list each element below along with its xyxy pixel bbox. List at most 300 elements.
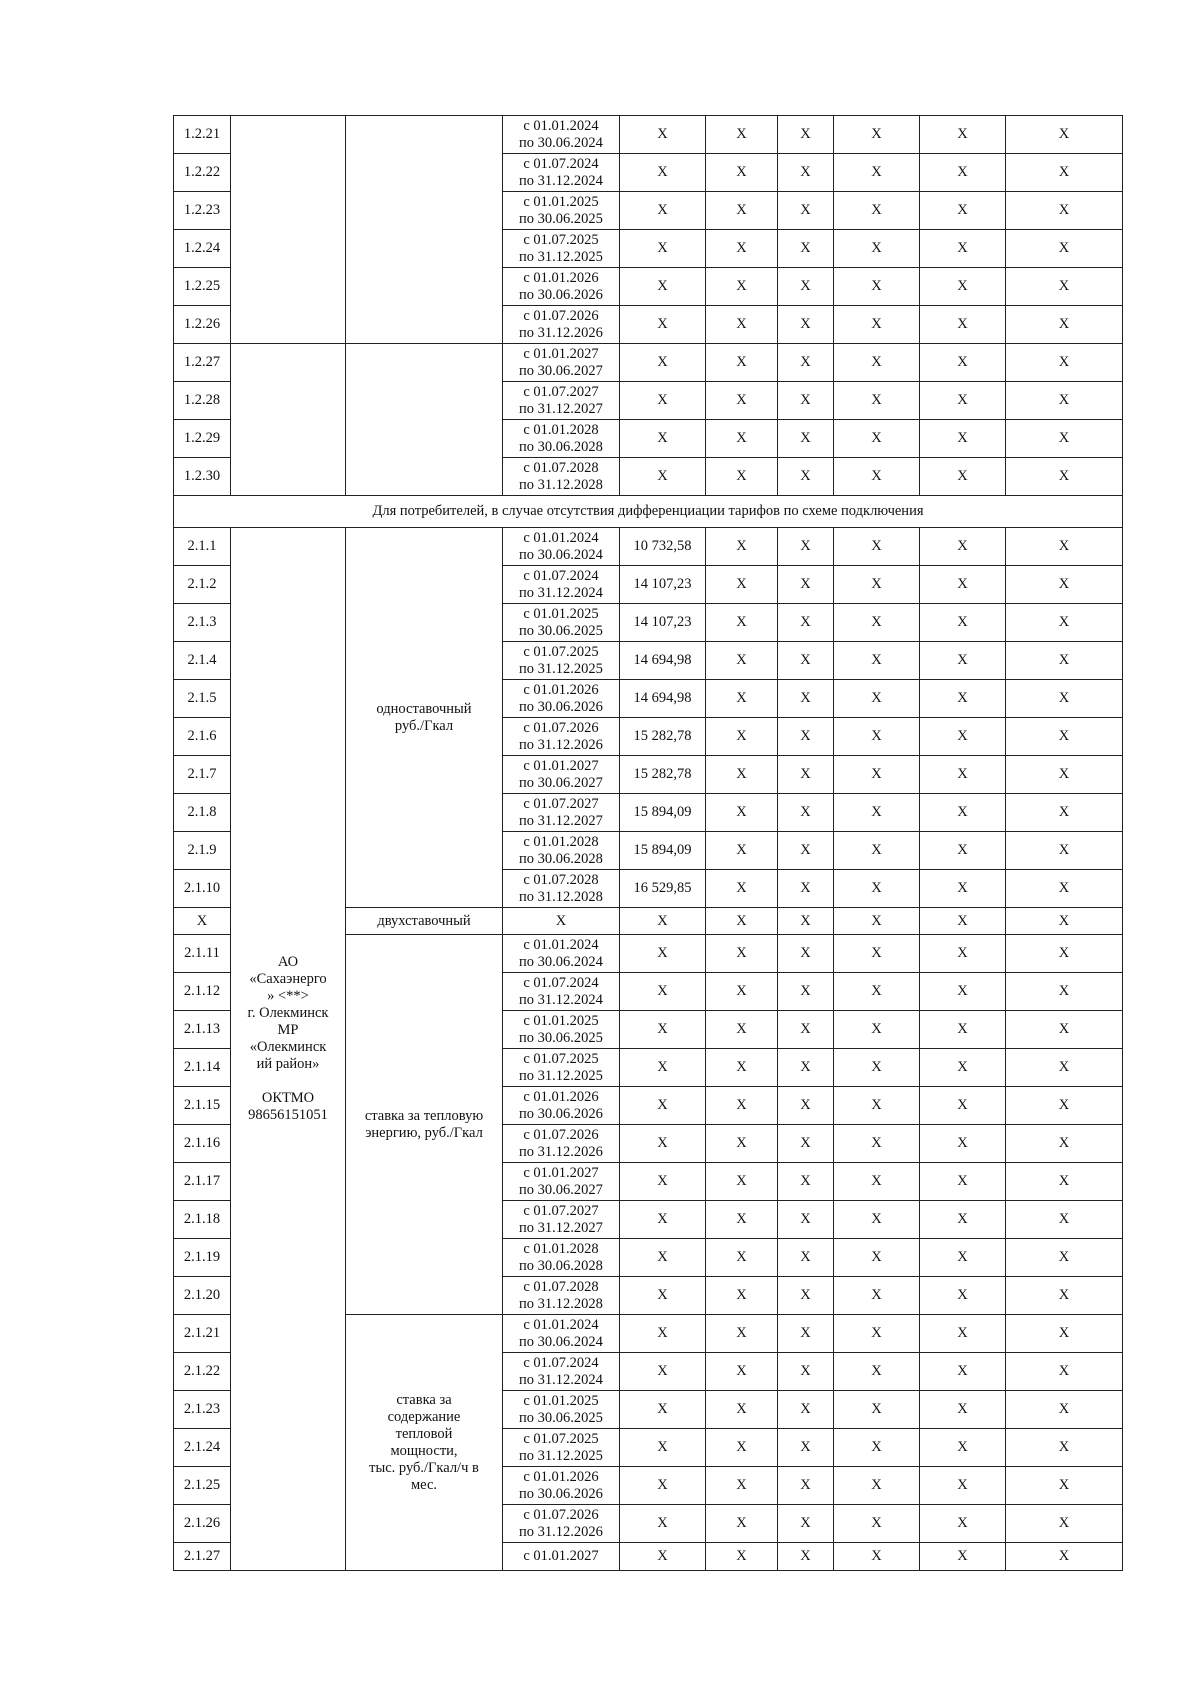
x-mark-cell: X	[778, 1505, 834, 1543]
row-number: 2.1.11	[174, 935, 231, 973]
x-mark-cell: X	[1006, 832, 1123, 870]
period-cell	[503, 192, 620, 230]
x-mark-cell: X	[620, 1429, 706, 1467]
x-mark-cell: X	[620, 268, 706, 306]
row-number: 2.1.20	[174, 1277, 231, 1315]
x-mark-cell: X	[620, 1353, 706, 1391]
row-number: 2.1.14	[174, 1049, 231, 1087]
x-mark-cell: X	[920, 344, 1006, 382]
x-mark-cell: X	[706, 832, 778, 870]
period-cell: X	[503, 908, 620, 935]
x-mark-cell: X	[834, 1049, 920, 1087]
row-number: 2.1.21	[174, 1315, 231, 1353]
x-mark-cell: X	[620, 1505, 706, 1543]
period-from: с 01.01.2028	[523, 1240, 599, 1257]
organization-name-line: «Сахаэнерго	[249, 971, 327, 987]
x-mark-cell: X	[778, 458, 834, 496]
row-number: 2.1.3	[174, 604, 231, 642]
period-from: с 01.01.2025	[523, 1012, 599, 1029]
row-number: 1.2.29	[174, 420, 231, 458]
row-number: 1.2.21	[174, 116, 231, 154]
x-mark-cell: X	[1006, 756, 1123, 794]
x-mark-cell: X	[778, 642, 834, 680]
x-mark-cell: X	[620, 1239, 706, 1277]
period-from: с 01.01.2025	[523, 193, 599, 210]
period-to: по 30.06.2024	[519, 546, 603, 563]
period-to: по 30.06.2025	[519, 210, 603, 227]
x-mark-cell: X	[834, 1201, 920, 1239]
period-cell	[503, 1049, 620, 1087]
x-mark-cell: X	[778, 718, 834, 756]
period-to: по 31.12.2026	[519, 1523, 603, 1540]
x-mark-cell: X	[1006, 604, 1123, 642]
x-mark-cell: X	[1006, 230, 1123, 268]
x-mark-cell: X	[706, 1087, 778, 1125]
x-mark-cell: X	[1006, 870, 1123, 908]
x-mark-cell: X	[920, 604, 1006, 642]
tariff-value: 15 282,78	[620, 718, 706, 756]
period-cell	[503, 420, 620, 458]
x-mark-cell: X	[920, 1125, 1006, 1163]
x-mark-cell: X	[834, 870, 920, 908]
period-to: по 30.06.2024	[519, 1333, 603, 1350]
x-mark-cell: X	[834, 756, 920, 794]
period-to: по 31.12.2027	[519, 1219, 603, 1236]
x-mark-cell: X	[778, 1239, 834, 1277]
x-mark-cell: X	[778, 973, 834, 1011]
x-mark-cell: X	[620, 973, 706, 1011]
row-number: 2.1.17	[174, 1163, 231, 1201]
x-mark-cell: X	[778, 1163, 834, 1201]
x-mark-cell: X	[620, 458, 706, 496]
period-cell	[503, 1429, 620, 1467]
x-mark-cell: X	[706, 1125, 778, 1163]
row-number: 2.1.2	[174, 566, 231, 604]
organization-text	[231, 954, 345, 1124]
period-cell	[503, 794, 620, 832]
x-mark-cell: X	[620, 420, 706, 458]
x-mark-cell: X	[778, 230, 834, 268]
period-cell	[503, 973, 620, 1011]
x-mark-cell: X	[920, 1505, 1006, 1543]
x-mark-cell: X	[706, 604, 778, 642]
x-mark-cell: X	[834, 908, 920, 935]
period-from: с 01.01.2024	[523, 1316, 599, 1333]
x-mark-cell: X	[1006, 642, 1123, 680]
period-from: с 01.01.2025	[523, 605, 599, 622]
tariff-value: 15 894,09	[620, 832, 706, 870]
x-mark-cell: X	[778, 116, 834, 154]
x-mark-cell: X	[620, 1391, 706, 1429]
x-mark-cell: X	[706, 192, 778, 230]
organization-name-line: МР	[277, 1022, 299, 1038]
period-cell	[503, 528, 620, 566]
x-mark-cell: X	[706, 1505, 778, 1543]
x-mark-cell: X	[834, 1125, 920, 1163]
table-row	[174, 528, 1123, 566]
x-mark-cell: X	[920, 642, 1006, 680]
tariff-value: 14 694,98	[620, 680, 706, 718]
period-from: с 01.07.2028	[523, 1278, 599, 1295]
x-mark-cell: X	[706, 1391, 778, 1429]
period-to: по 30.06.2028	[519, 438, 603, 455]
x-mark-cell: X	[834, 1543, 920, 1571]
x-mark-cell: X	[1006, 1277, 1123, 1315]
organization-cell	[231, 528, 346, 1571]
period-cell	[503, 1239, 620, 1277]
x-mark-cell: X	[1006, 268, 1123, 306]
x-mark-cell: X	[778, 832, 834, 870]
x-mark-cell: X	[920, 382, 1006, 420]
row-number: 2.1.26	[174, 1505, 231, 1543]
x-mark-cell: X	[920, 192, 1006, 230]
x-mark-cell: X	[1006, 1087, 1123, 1125]
x-mark-cell: X	[706, 1353, 778, 1391]
x-mark-cell: X	[620, 1543, 706, 1571]
x-mark-cell: X	[834, 1467, 920, 1505]
label-line: одноставочный	[376, 700, 472, 717]
x-mark-cell: X	[1006, 1011, 1123, 1049]
period-to: по 31.12.2028	[519, 1295, 603, 1312]
tariff-value: 10 732,58	[620, 528, 706, 566]
period-from: с 01.01.2027	[523, 757, 599, 774]
period-cell	[503, 458, 620, 496]
section-header-row	[174, 496, 1123, 528]
x-mark-cell: X	[778, 870, 834, 908]
organization-name-line: АО	[277, 954, 299, 970]
x-mark-cell: X	[834, 344, 920, 382]
x-mark-cell: X	[778, 382, 834, 420]
x-mark-cell: X	[1006, 1353, 1123, 1391]
period-to: по 31.12.2024	[519, 172, 603, 189]
period-from: с 01.01.2026	[523, 1088, 599, 1105]
x-mark-cell: X	[834, 268, 920, 306]
x-mark-cell: X	[834, 1391, 920, 1429]
row-number: 2.1.27	[174, 1543, 231, 1571]
period-to: по 30.06.2028	[519, 1257, 603, 1274]
period-to: по 30.06.2025	[519, 622, 603, 639]
period-cell	[503, 1201, 620, 1239]
x-mark-cell: X	[920, 1429, 1006, 1467]
period-cell	[503, 1467, 620, 1505]
x-mark-cell: X	[778, 192, 834, 230]
x-mark-cell: X	[1006, 1049, 1123, 1087]
x-mark-cell: X	[620, 935, 706, 973]
period-cell	[503, 230, 620, 268]
x-mark-cell: X	[1006, 1543, 1123, 1571]
section-header: Для потребителей, в случае отсутствия дифференциации тарифов по схеме подключения	[174, 496, 1123, 528]
tariff-value: 14 107,23	[620, 604, 706, 642]
x-mark-cell: X	[778, 528, 834, 566]
period-from: с 01.01.2027	[523, 1548, 599, 1564]
period-to: по 31.12.2028	[519, 888, 603, 905]
period-from: с 01.01.2027	[523, 1164, 599, 1181]
x-mark-cell: X	[620, 908, 706, 935]
x-mark-cell: X	[620, 1467, 706, 1505]
x-mark-cell: X	[706, 268, 778, 306]
organization-name-line: г. Олекминск	[247, 1005, 329, 1021]
x-mark-cell: X	[620, 1163, 706, 1201]
x-mark-cell: X	[778, 1467, 834, 1505]
x-mark-cell: X	[1006, 973, 1123, 1011]
x-mark-cell: X	[706, 154, 778, 192]
row-number: 1.2.26	[174, 306, 231, 344]
x-mark-cell: X	[834, 718, 920, 756]
x-mark-cell: X	[834, 1429, 920, 1467]
period-cell	[503, 1353, 620, 1391]
x-mark-cell: X	[920, 1087, 1006, 1125]
organization-name-line: » <**>	[267, 988, 309, 1004]
period-cell	[503, 1087, 620, 1125]
x-mark-cell: X	[620, 1277, 706, 1315]
x-mark-cell: X	[706, 870, 778, 908]
x-mark-cell: X	[706, 680, 778, 718]
period-from: с 01.01.2026	[523, 681, 599, 698]
period-cell	[503, 566, 620, 604]
x-mark-cell: X	[778, 1277, 834, 1315]
row-number: 2.1.16	[174, 1125, 231, 1163]
x-mark-cell: X	[620, 1049, 706, 1087]
x-mark-cell: X	[706, 935, 778, 973]
empty-org-cell	[231, 116, 346, 344]
x-mark-cell: X	[706, 1467, 778, 1505]
period-to: по 30.06.2028	[519, 850, 603, 867]
period-from: с 01.07.2025	[523, 643, 599, 660]
period-to: по 31.12.2025	[519, 1447, 603, 1464]
period-to: по 31.12.2024	[519, 991, 603, 1008]
period-to: по 31.12.2024	[519, 1371, 603, 1388]
x-mark-cell: X	[778, 268, 834, 306]
x-mark-cell: X	[834, 604, 920, 642]
period-cell	[503, 935, 620, 973]
x-mark-cell: X	[778, 756, 834, 794]
row-number: 2.1.1	[174, 528, 231, 566]
row-number: 2.1.13	[174, 1011, 231, 1049]
x-mark-cell: X	[706, 382, 778, 420]
period-cell	[503, 116, 620, 154]
x-mark-cell: X	[834, 832, 920, 870]
period-from: с 01.07.2025	[523, 1050, 599, 1067]
x-mark-cell: X	[834, 794, 920, 832]
x-mark-cell: X	[778, 420, 834, 458]
x-mark-cell: X	[1006, 908, 1123, 935]
x-mark-cell: X	[920, 870, 1006, 908]
x-mark-cell: X	[920, 1011, 1006, 1049]
x-mark-cell: X	[920, 908, 1006, 935]
x-mark-cell: X	[920, 1277, 1006, 1315]
x-mark-cell: X	[1006, 1163, 1123, 1201]
x-mark-cell: X	[778, 566, 834, 604]
x-mark-cell: X	[778, 1429, 834, 1467]
oktmo-label: ОКТМО	[261, 1090, 315, 1106]
x-mark-cell: X	[920, 230, 1006, 268]
period-from: с 01.07.2027	[523, 795, 599, 812]
x-mark-cell: X	[706, 1543, 778, 1571]
x-mark-cell: X	[706, 1277, 778, 1315]
x-mark-cell: X	[706, 718, 778, 756]
period-cell	[503, 680, 620, 718]
x-mark-cell: X	[834, 528, 920, 566]
period-cell	[503, 1543, 620, 1571]
x-mark-cell: X	[834, 1315, 920, 1353]
period-cell	[503, 870, 620, 908]
row-number: X	[174, 908, 231, 935]
x-mark-cell: X	[620, 1011, 706, 1049]
x-mark-cell: X	[834, 935, 920, 973]
x-mark-cell: X	[706, 794, 778, 832]
x-mark-cell: X	[706, 1049, 778, 1087]
period-to: по 31.12.2026	[519, 736, 603, 753]
x-mark-cell: X	[920, 935, 1006, 973]
x-mark-cell: X	[778, 1087, 834, 1125]
x-mark-cell: X	[1006, 718, 1123, 756]
x-mark-cell: X	[706, 908, 778, 935]
x-mark-cell: X	[920, 794, 1006, 832]
period-to: по 31.12.2025	[519, 1067, 603, 1084]
period-cell	[503, 604, 620, 642]
x-mark-cell: X	[920, 1467, 1006, 1505]
x-mark-cell: X	[920, 1163, 1006, 1201]
x-mark-cell: X	[834, 116, 920, 154]
period-from: с 01.07.2027	[523, 1202, 599, 1219]
x-mark-cell: X	[920, 1391, 1006, 1429]
x-mark-cell: X	[706, 1239, 778, 1277]
period-to: по 31.12.2027	[519, 400, 603, 417]
x-mark-cell: X	[920, 154, 1006, 192]
two-rate-label: двухставочный	[346, 908, 503, 935]
x-mark-cell: X	[620, 1087, 706, 1125]
organization-name-line: ий район»	[256, 1056, 320, 1072]
row-number: 2.1.7	[174, 756, 231, 794]
oktmo-code: 98656151051	[248, 1107, 328, 1123]
x-mark-cell: X	[706, 1163, 778, 1201]
x-mark-cell: X	[1006, 1125, 1123, 1163]
period-to: по 30.06.2024	[519, 134, 603, 151]
period-to: по 30.06.2026	[519, 1485, 603, 1502]
period-from: с 01.07.2025	[523, 1430, 599, 1447]
x-mark-cell: X	[920, 1543, 1006, 1571]
x-mark-cell: X	[1006, 420, 1123, 458]
x-mark-cell: X	[778, 908, 834, 935]
label-line: мощности,	[390, 1442, 458, 1459]
label-line: тыс. руб./Гкал/ч в	[369, 1459, 479, 1476]
x-mark-cell: X	[1006, 344, 1123, 382]
tariff-value: 15 282,78	[620, 756, 706, 794]
x-mark-cell: X	[706, 1315, 778, 1353]
x-mark-cell: X	[620, 382, 706, 420]
x-mark-cell: X	[920, 420, 1006, 458]
x-mark-cell: X	[1006, 528, 1123, 566]
table-row	[174, 344, 1123, 382]
tariff-value: 15 894,09	[620, 794, 706, 832]
x-mark-cell: X	[706, 230, 778, 268]
x-mark-cell: X	[706, 344, 778, 382]
row-number: 2.1.24	[174, 1429, 231, 1467]
x-mark-cell: X	[834, 420, 920, 458]
x-mark-cell: X	[1006, 116, 1123, 154]
x-mark-cell: X	[1006, 458, 1123, 496]
x-mark-cell: X	[620, 1315, 706, 1353]
x-mark-cell: X	[834, 382, 920, 420]
x-mark-cell: X	[920, 116, 1006, 154]
empty-org-cell	[231, 344, 346, 496]
x-mark-cell: X	[1006, 1239, 1123, 1277]
x-mark-cell: X	[834, 566, 920, 604]
x-mark-cell: X	[920, 718, 1006, 756]
period-from: с 01.01.2026	[523, 1468, 599, 1485]
x-mark-cell: X	[834, 642, 920, 680]
x-mark-cell: X	[834, 154, 920, 192]
x-mark-cell: X	[620, 192, 706, 230]
row-number: 1.2.22	[174, 154, 231, 192]
x-mark-cell: X	[1006, 566, 1123, 604]
period-from: с 01.07.2024	[523, 567, 599, 584]
x-mark-cell: X	[920, 1353, 1006, 1391]
label-line: ставка за	[396, 1391, 452, 1408]
x-mark-cell: X	[1006, 306, 1123, 344]
period-cell	[503, 1505, 620, 1543]
capacity-rate-label	[346, 1315, 503, 1571]
x-mark-cell: X	[920, 1201, 1006, 1239]
period-from: с 01.07.2028	[523, 459, 599, 476]
x-mark-cell: X	[834, 973, 920, 1011]
period-to: по 30.06.2024	[519, 953, 603, 970]
x-mark-cell: X	[778, 935, 834, 973]
period-from: с 01.07.2026	[523, 1506, 599, 1523]
x-mark-cell: X	[1006, 192, 1123, 230]
period-cell	[503, 154, 620, 192]
x-mark-cell: X	[920, 306, 1006, 344]
x-mark-cell: X	[920, 566, 1006, 604]
x-mark-cell: X	[706, 420, 778, 458]
row-number: 1.2.27	[174, 344, 231, 382]
row-number: 2.1.18	[174, 1201, 231, 1239]
x-mark-cell: X	[706, 1011, 778, 1049]
period-cell	[503, 1125, 620, 1163]
x-mark-cell: X	[778, 794, 834, 832]
x-mark-cell: X	[920, 268, 1006, 306]
x-mark-cell: X	[778, 154, 834, 192]
period-cell	[503, 1277, 620, 1315]
x-mark-cell: X	[920, 832, 1006, 870]
period-cell	[503, 1163, 620, 1201]
x-mark-cell: X	[834, 1353, 920, 1391]
period-to: по 30.06.2026	[519, 286, 603, 303]
row-number: 1.2.28	[174, 382, 231, 420]
x-mark-cell: X	[620, 116, 706, 154]
x-mark-cell: X	[620, 1125, 706, 1163]
period-from: с 01.07.2024	[523, 1354, 599, 1371]
period-cell	[503, 642, 620, 680]
period-from: с 01.07.2028	[523, 871, 599, 888]
x-mark-cell: X	[778, 306, 834, 344]
x-mark-cell: X	[834, 1011, 920, 1049]
row-number: 2.1.4	[174, 642, 231, 680]
x-mark-cell: X	[920, 973, 1006, 1011]
row-number: 2.1.9	[174, 832, 231, 870]
period-from: с 01.01.2028	[523, 421, 599, 438]
x-mark-cell: X	[920, 756, 1006, 794]
row-number: 1.2.24	[174, 230, 231, 268]
x-mark-cell: X	[834, 680, 920, 718]
organization-name-line: «Олекминск	[249, 1039, 327, 1055]
x-mark-cell: X	[1006, 935, 1123, 973]
x-mark-cell: X	[706, 116, 778, 154]
x-mark-cell: X	[920, 1049, 1006, 1087]
x-mark-cell: X	[706, 1201, 778, 1239]
period-to: по 30.06.2027	[519, 774, 603, 791]
period-to: по 31.12.2025	[519, 248, 603, 265]
